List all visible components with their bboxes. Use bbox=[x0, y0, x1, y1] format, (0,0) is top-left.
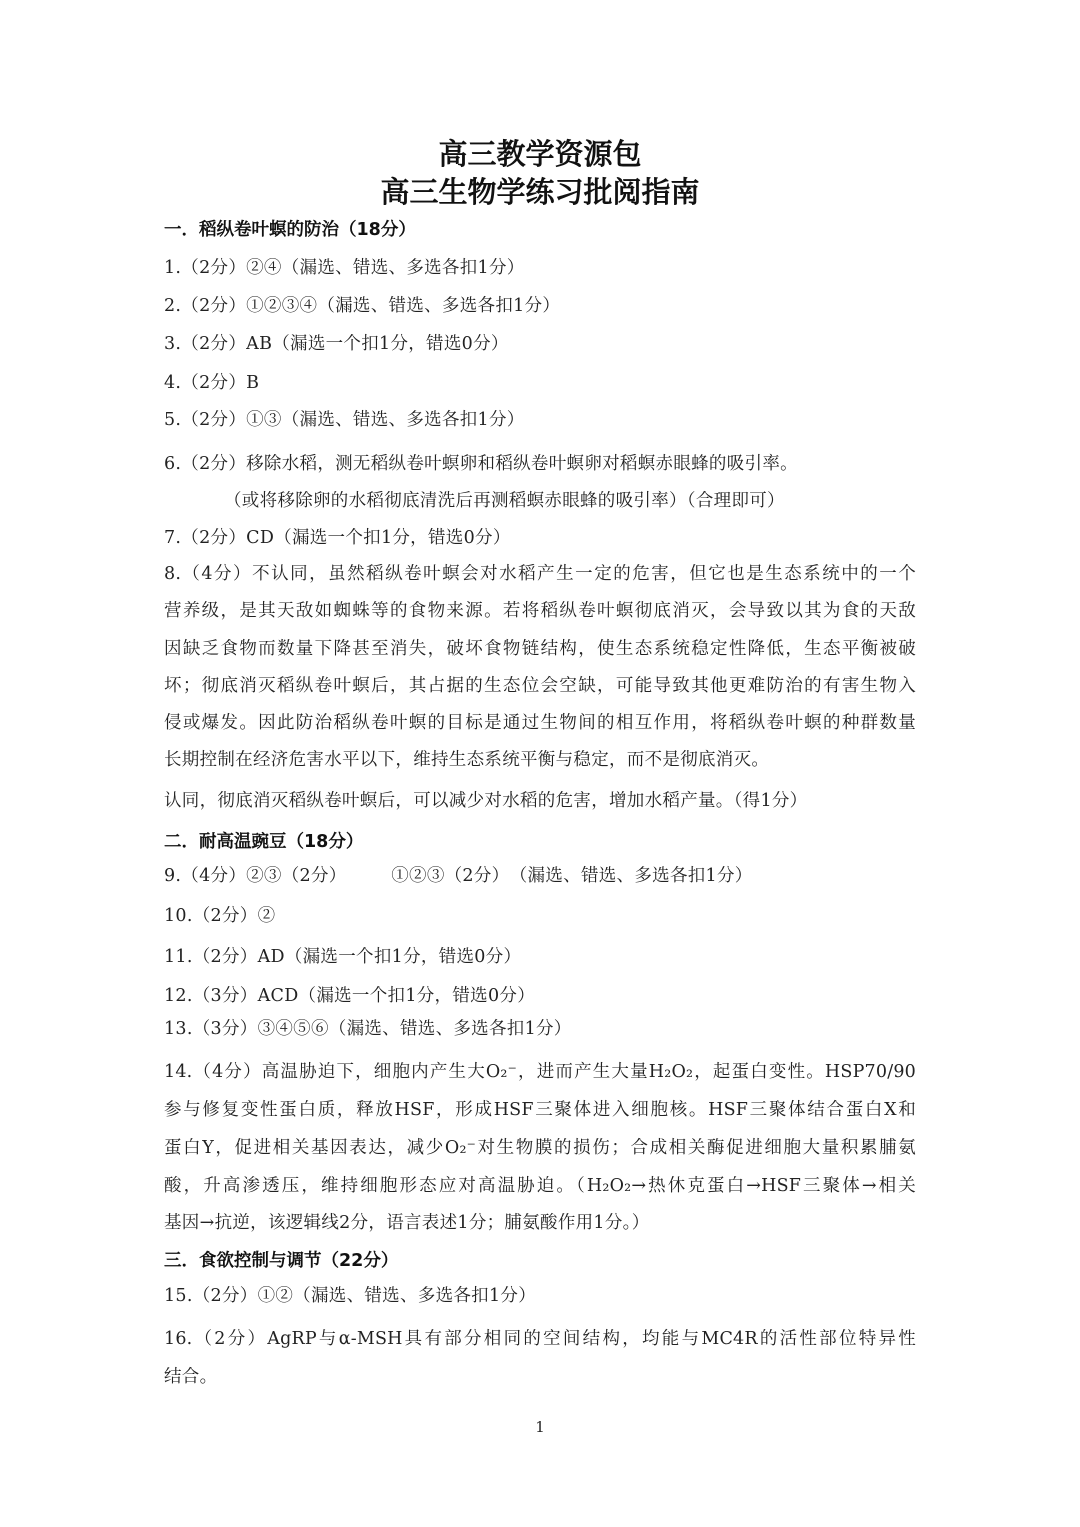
answer-line: 7.（2分）CD（漏选一个扣1分，错选0分） bbox=[164, 528, 511, 548]
doc-title: 高三教学资源包 bbox=[438, 137, 642, 171]
answer-line: 4.（2分）B bbox=[164, 373, 260, 393]
answer-line: 14.（4分）高温胁迫下，细胞内产生大O₂⁻，进而产生大量H₂O₂，起蛋白变性。HSP70/90 bbox=[164, 1062, 916, 1082]
answer-line: 2.（2分）①②③④（漏选、错选、多选各扣1分） bbox=[164, 296, 561, 316]
answer-line: 坏；彻底消灭稻纵卷叶螟后，其占据的生态位会空缺，可能导致其他更难防治的有害生物入 bbox=[164, 676, 916, 696]
answer-line: 10.（2分）② bbox=[164, 906, 276, 926]
section-heading: 二．耐高温豌豆（18分） bbox=[164, 832, 364, 852]
section-heading: 一．稻纵卷叶螟的防治（18分） bbox=[164, 220, 416, 240]
answer-line: 蛋白Y，促进相关基因表达，减少O₂⁻对生物膜的损伤；合成相关酶促进细胞大量积累脯氨 bbox=[164, 1138, 916, 1158]
answer-line: 营养级，是其天敌如蜘蛛等的食物来源。若将稻纵卷叶螟彻底消灭，会导致以其为食的天敌 bbox=[164, 601, 916, 621]
answer-line: 15.（2分）①②（漏选、错选、多选各扣1分） bbox=[164, 1286, 536, 1306]
answer-line: 参与修复变性蛋白质，释放HSF，形成HSF三聚体进入细胞核。HSF三聚体结合蛋白X和 bbox=[164, 1100, 916, 1120]
answer-line: （或将移除卵的水稻彻底清洗后再测稻螟赤眼蜂的吸引率）（合理即可） bbox=[224, 491, 785, 511]
answer-line: 8.（4分）不认同，虽然稻纵卷叶螟会对水稻产生一定的危害，但它也是生态系统中的一个 bbox=[164, 564, 916, 584]
page-number: 1 bbox=[535, 1418, 545, 1436]
answer-line: 结合。 bbox=[164, 1367, 218, 1387]
answer-line: 侵或爆发。因此防治稻纵卷叶螟的目标是通过生物间的相互作用，将稻纵卷叶螟的种群数量 bbox=[164, 713, 916, 733]
answer-line: 12.（3分）ACD（漏选一个扣1分，错选0分） bbox=[164, 986, 535, 1006]
doc-subtitle: 高三生物学练习批阅指南 bbox=[380, 175, 700, 209]
answer-line: 13.（3分）③④⑤⑥（漏选、错选、多选各扣1分） bbox=[164, 1019, 572, 1039]
answer-line: 9.（4分）②③（2分） ①②③（2分） （漏选、错选、多选各扣1分） bbox=[164, 866, 753, 886]
answer-line: 6.（2分）移除水稻，测无稻纵卷叶螟卵和稻纵卷叶螟卵对稻螟赤眼蜂的吸引率。 bbox=[164, 454, 798, 474]
answer-line: 16.（2分）AgRP与α-MSH具有部分相同的空间结构，均能与MC4R的活性部位特异性 bbox=[164, 1329, 916, 1349]
answer-line: 因缺乏食物而数量下降甚至消失，破坏食物链结构，使生态系统稳定性降低，生态平衡被破 bbox=[164, 639, 916, 659]
answer-line: 5.（2分）①③（漏选、错选、多选各扣1分） bbox=[164, 410, 525, 430]
answer-line: 基因→抗逆，该逻辑线2分，语言表述1分；脯氨酸作用1分。） bbox=[164, 1213, 650, 1233]
answer-line: 认同，彻底消灭稻纵卷叶螟后，可以减少对水稻的危害，增加水稻产量。（得1分） bbox=[164, 791, 808, 811]
answer-line: 11.（2分）AD（漏选一个扣1分，错选0分） bbox=[164, 947, 522, 967]
answer-line: 长期控制在经济危害水平以下，维持生态系统平衡与稳定，而不是彻底消灭。 bbox=[164, 750, 770, 770]
answer-line: 酸，升高渗透压，维持细胞形态应对高温胁迫。（H₂O₂→热休克蛋白→HSF三聚体→相关 bbox=[164, 1176, 916, 1196]
section-heading: 三．食欲控制与调节（22分） bbox=[164, 1251, 399, 1271]
answer-line: 1.（2分）②④（漏选、错选、多选各扣1分） bbox=[164, 258, 525, 278]
answer-line: 3.（2分）AB（漏选一个扣1分，错选0分） bbox=[164, 334, 509, 354]
